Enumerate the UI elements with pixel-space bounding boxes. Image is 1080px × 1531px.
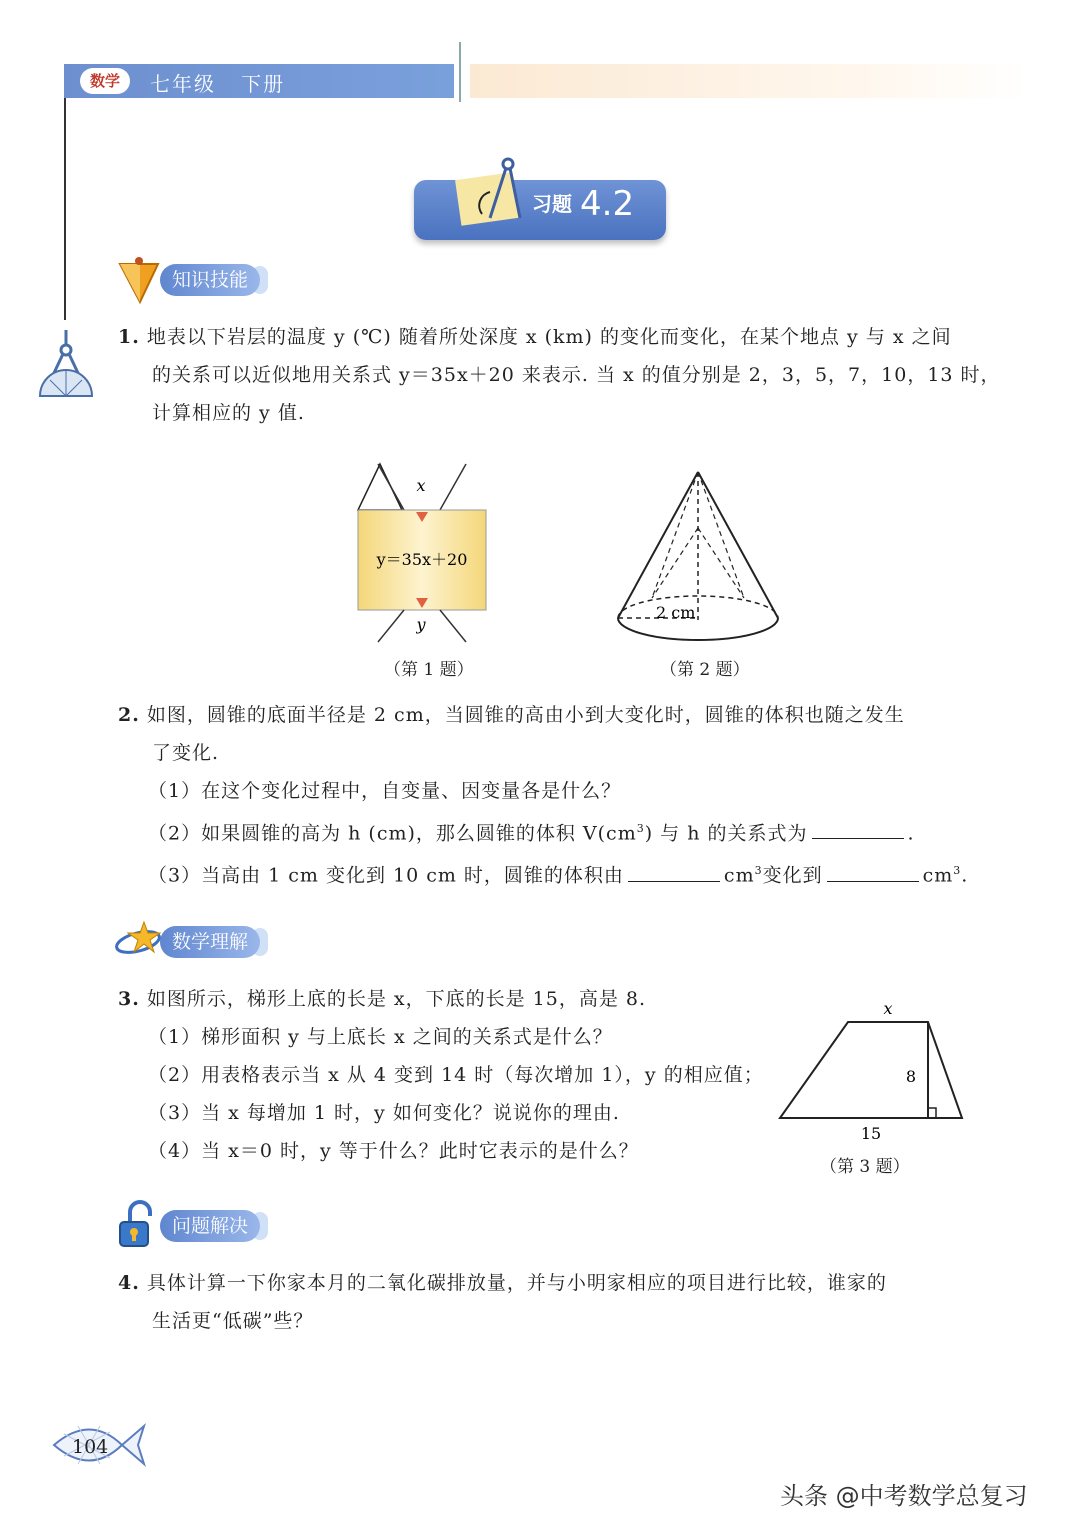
fig2-caption: （第 2 题） (660, 660, 750, 680)
q3-text-1: 如图所示，梯形上底的长是 x，下底的长是 15，高是 8. (146, 988, 647, 1010)
compass-protractor-icon (36, 330, 96, 400)
fig3-bottom-label: 15 (860, 1124, 882, 1143)
q3-part-4: （4）当 x＝0 时，y 等于什么？此时它表示的是什么？ (148, 1140, 639, 1162)
question-3 (118, 980, 764, 1170)
q2-part-3-b: cm (723, 864, 755, 887)
q1-text-1: 地表以下岩层的温度 y (℃) 随着所处深度 x (km) 的变化而变化，在某个地点 y 与 x 之间 (146, 326, 952, 348)
q3-part-3: （3）当 x 每增加 1 时，y 如何变化？说说你的理由. (148, 1102, 620, 1124)
header-grade: 七年级 (150, 72, 216, 96)
q2-part-3-end: . (961, 864, 969, 887)
exercise-title-number: 4.2 (580, 184, 635, 224)
page-number: 104 (72, 1436, 109, 1458)
drawing-compass-icon (476, 156, 526, 222)
q2-line1 (118, 696, 968, 734)
section-skills: 知识技能 (160, 264, 260, 296)
section-understanding: 数学理解 (160, 926, 260, 958)
q2-part-2-b: ) 与 h 的关系式为 (644, 822, 808, 845)
q3-line1 (118, 980, 764, 1018)
fig3-top-label: x (883, 999, 893, 1018)
cone-base-front (618, 618, 778, 640)
function-machine-figure (352, 460, 492, 645)
margin-line (64, 98, 66, 320)
fig3-height-label: 8 (905, 1067, 916, 1086)
q2-part-2-end: . (907, 822, 915, 845)
trapezoid-figure (772, 996, 972, 1146)
q2-part-3-d: cm (922, 864, 954, 887)
q1-number: 1. (118, 326, 140, 348)
trapezoid-shape (780, 1022, 962, 1118)
fig1-caption: （第 1 题） (384, 660, 474, 680)
watermark: 头条 @中考数学总复习 (780, 1482, 1028, 1510)
question-1 (118, 318, 1001, 432)
plumb-bob-icon (118, 256, 160, 304)
header-band (470, 64, 1030, 98)
funnel-left (358, 464, 402, 510)
subject-badge: 数学 (80, 68, 130, 94)
q3-part-2: （2）用表格表示当 x 从 4 变到 14 时（每次增加 1），y 的相应值； (148, 1064, 764, 1086)
answer-blank[interactable] (628, 863, 720, 882)
fig1-formula: y＝35x＋20 (376, 550, 468, 569)
q2-part-2 (118, 810, 968, 852)
q2-part-3-a: （3）当高由 1 cm 变化到 10 cm 时，圆锥的体积由 (148, 864, 624, 887)
q2-part-1: （1）在这个变化过程中，自变量、因变量各是什么？ (148, 780, 622, 802)
atom-star-icon (114, 920, 166, 962)
q2-text-1: 如图，圆锥的底面半径是 2 cm，当圆锥的高由小到大变化时，圆锥的体积也随之发生 (146, 704, 905, 726)
q2-part-3-sup2: 3 (953, 864, 962, 878)
section-problem-solving: 问题解决 (160, 1210, 260, 1242)
q4-number: 4. (118, 1272, 140, 1294)
q2-part-3 (118, 852, 968, 894)
answer-blank[interactable] (812, 820, 904, 839)
q2-part-2-a: （2）如果圆锥的高为 h (cm)，那么圆锥的体积 V(cm (148, 822, 637, 845)
fig2-radius-label: 2 cm (656, 603, 696, 622)
header-volume: 下册 (241, 72, 286, 96)
header-divider (459, 42, 461, 102)
q2-part-3-c: 变化到 (762, 864, 823, 887)
q2-text-2: 了变化. (152, 742, 220, 764)
q3-number: 3. (118, 988, 140, 1010)
fig1-output: y (416, 615, 426, 634)
q2-number: 2. (118, 704, 140, 726)
q1-text-2: 的关系可以近似地用关系式 y＝35x＋20 来表示. 当 x 的值分别是 2，3，5，7，10，13 时， (152, 364, 1001, 386)
header-grade-volume (150, 68, 285, 97)
q2-part-3-sup1: 3 (754, 864, 763, 878)
fig1-input: x (416, 476, 426, 495)
q2-part-2-sup: 3 (636, 822, 645, 835)
q4-line1 (118, 1264, 887, 1302)
exercise-title-label: 习题 (532, 192, 572, 216)
question-2 (118, 696, 968, 895)
answer-blank[interactable] (827, 863, 919, 882)
fig3-caption: （第 3 题） (820, 1157, 910, 1177)
padlock-icon (116, 1200, 162, 1250)
q1-text-3: 计算相应的 y 值. (152, 402, 305, 424)
question-4 (118, 1264, 887, 1340)
cone-figure (612, 468, 784, 648)
q1-line1 (118, 318, 1001, 356)
q4-text-2: 生活更“低碳”些？ (152, 1310, 314, 1332)
q3-part-1: （1）梯形面积 y 与上底长 x 之间的关系式是什么？ (148, 1026, 613, 1048)
q4-text-1: 具体计算一下你家本月的二氧化碳排放量，并与小明家相应的项目进行比较，谁家的 (146, 1272, 887, 1294)
